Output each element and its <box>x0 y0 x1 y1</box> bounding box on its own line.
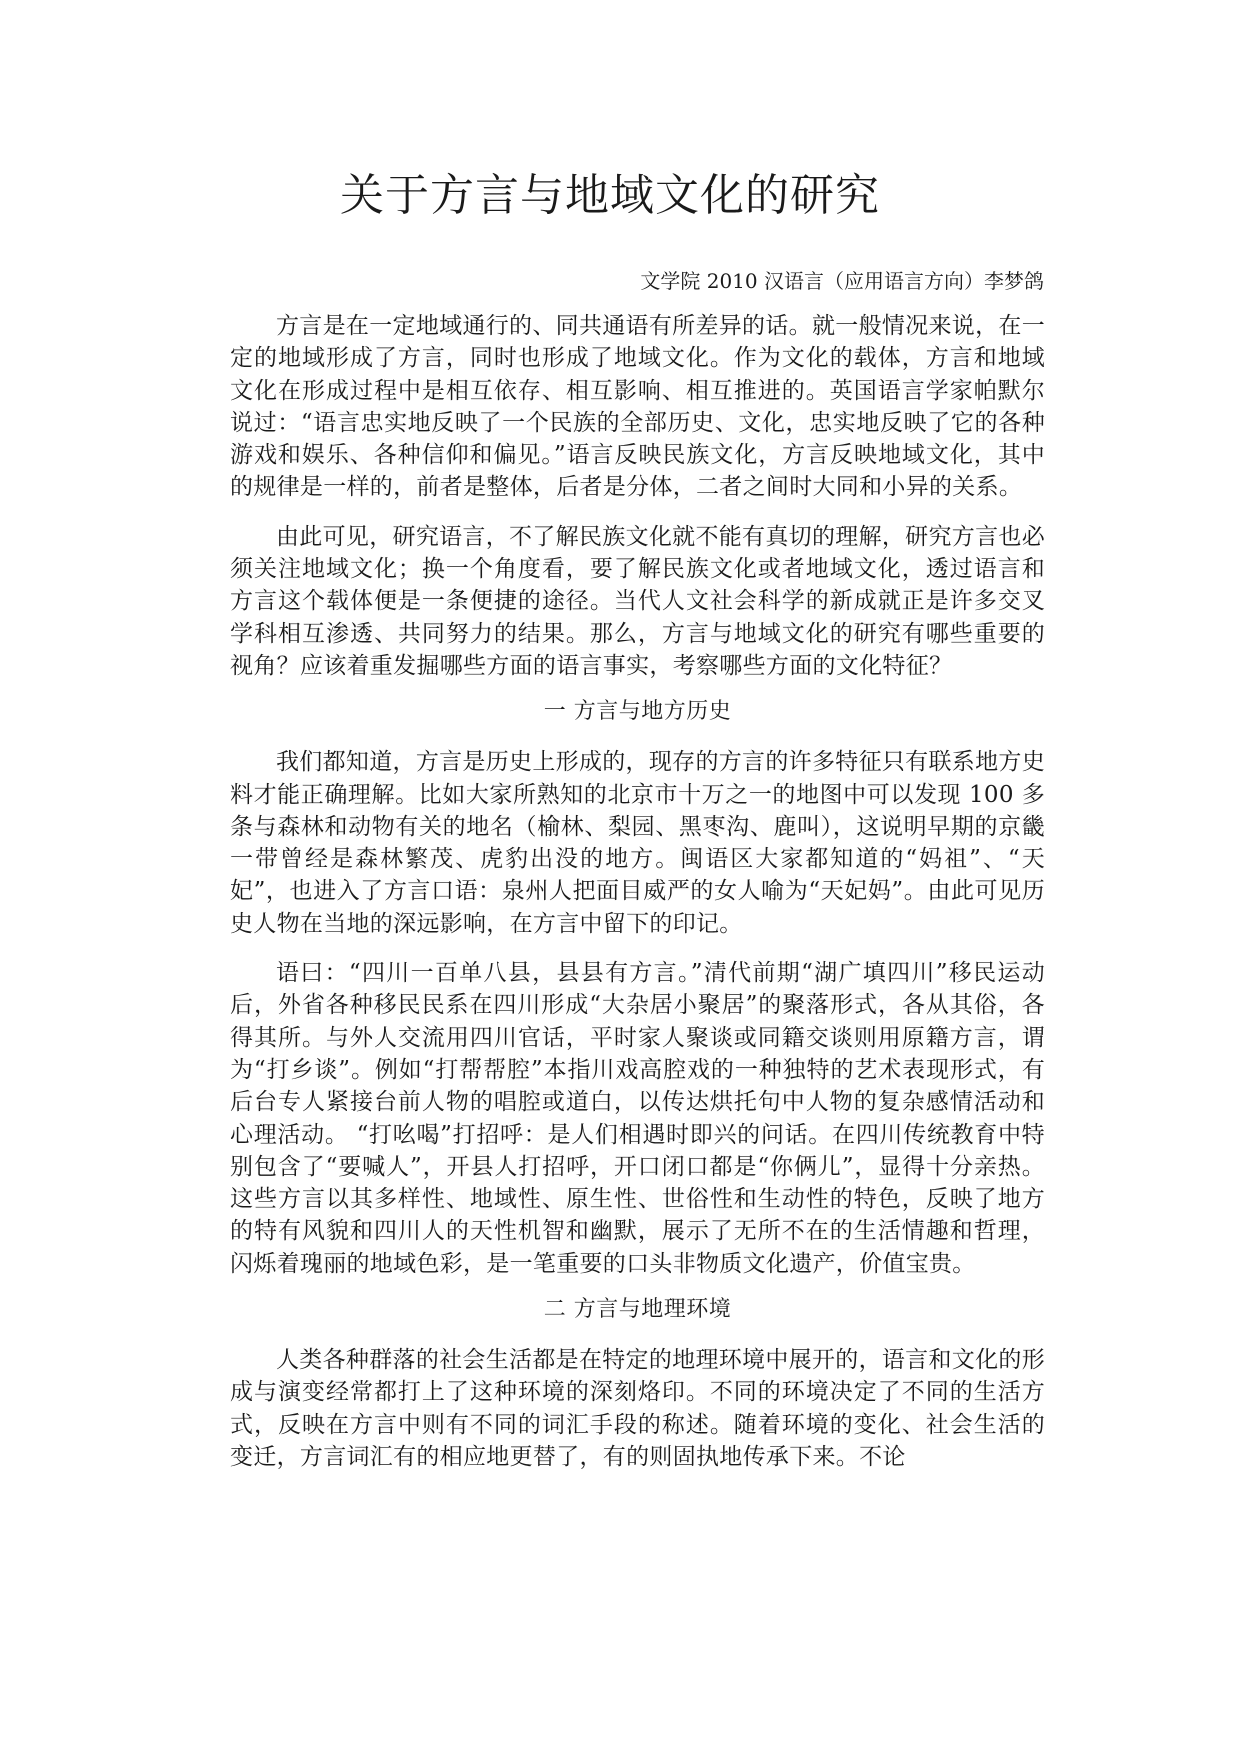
section2-paragraph-1: 人类各种群落的社会生活都是在特定的地理环境中展开的，语言和文化的形成与演变经常都打上了这种环境的深刻烙印。不同的环境决定了不同的生活方式，反映在方言中则有不同的词汇手段的称述。随着环境的变化、社会生活的变迁，方言词汇有的相应地更替了，有的则固执地传承下来。不论 <box>230 1347 1045 1470</box>
section-heading-2: 二 方言与地理环境 <box>543 1297 732 1323</box>
section1-paragraph-2: 语曰：“四川一百单八县，县县有方言。”清代前期“湖广填四川”移民运动后，外省各种移民民系在四川形成“大杂居小聚居”的聚落形式，各从其俗，各得其所。与外人交流用四川官话，平时家人聚谈或同籍交谈则用原籍方言，谓为“打乡谈”。例如“打帮帮腔”本指川戏高腔戏的一种独特的艺术表现形式，有后台专人紧接台前人物的唱腔或道白，以传达烘托句中人物的复杂感情活动和心理活动。 “打吆喝”打招呼：是人们相遇时即兴的问话。在四川传统教育中特别包含了“要喊人”，开县人打招呼，开口闭口都是“你俩儿”，显得十分亲热。这些方言以其多样性、地域性、原生性、世俗性和生动性的特色，反映了地方的特有风貌和四川人的天性机智和幽默，展示了无所不在的生活情趣和哲理，闪烁着瑰丽的地域色彩，是一笔重要的口头非物质文化遗产，价值宝贵。 <box>230 960 1045 1277</box>
intro-paragraph-1: 方言是在一定地域通行的、同共通语有所差异的话。就一般情况来说，在一定的地域形成了方言，同时也形成了地域文化。作为文化的载体，方言和地域文化在形成过程中是相互依存、相互影响、相互推进的。英国语言学家帕默尔说过：“语言忠实地反映了一个民族的全部历史、文化，忠实地反映了它的各种游戏和娱乐、各种信仰和偏见。”语言反映民族文化，方言反映地域文化，其中的规律是一样的，前者是整体，后者是分体，二者之间时大同和小异的关系。 <box>230 313 1045 501</box>
document-title: 关于方言与地域文化的研究 <box>340 170 880 221</box>
section1-paragraph-1: 我们都知道，方言是历史上形成的，现存的方言的许多特征只有联系地方史料才能正确理解。比如大家所熟知的北京市十万之一的地图中可以发现 100 多条与森林和动物有关的地名（榆林、梨园、黑枣沟、鹿叫），这说明早期的京畿一带曾经是森林繁茂、虎豹出没的地方。闽语区大家都知道的“妈祖”、“天妃”，也进入了方言口语：泉州人把面目威严的女人喻为“天妃妈”。由此可见历史人物在当地的深远影响，在方言中留下的印记。 <box>230 749 1045 937</box>
author-line: 文学院 2010 汉语言（应用语言方向）李梦鸽 <box>640 269 1044 293</box>
section-heading-1: 一 方言与地方历史 <box>543 699 732 725</box>
document-body <box>230 310 1045 1473</box>
intro-paragraph-2: 由此可见，研究语言，不了解民族文化就不能有真切的理解，研究方言也必须关注地域文化；换一个角度看，要了解民族文化或者地域文化，透过语言和方言这个载体便是一条便捷的途径。当代人文社会科学的新成就正是许多交叉学科相互渗透、共同努力的结果。那么，方言与地域文化的研究有哪些重要的视角？应该着重发掘哪些方面的语言事实，考察哪些方面的文化特征？ <box>230 523 1045 679</box>
